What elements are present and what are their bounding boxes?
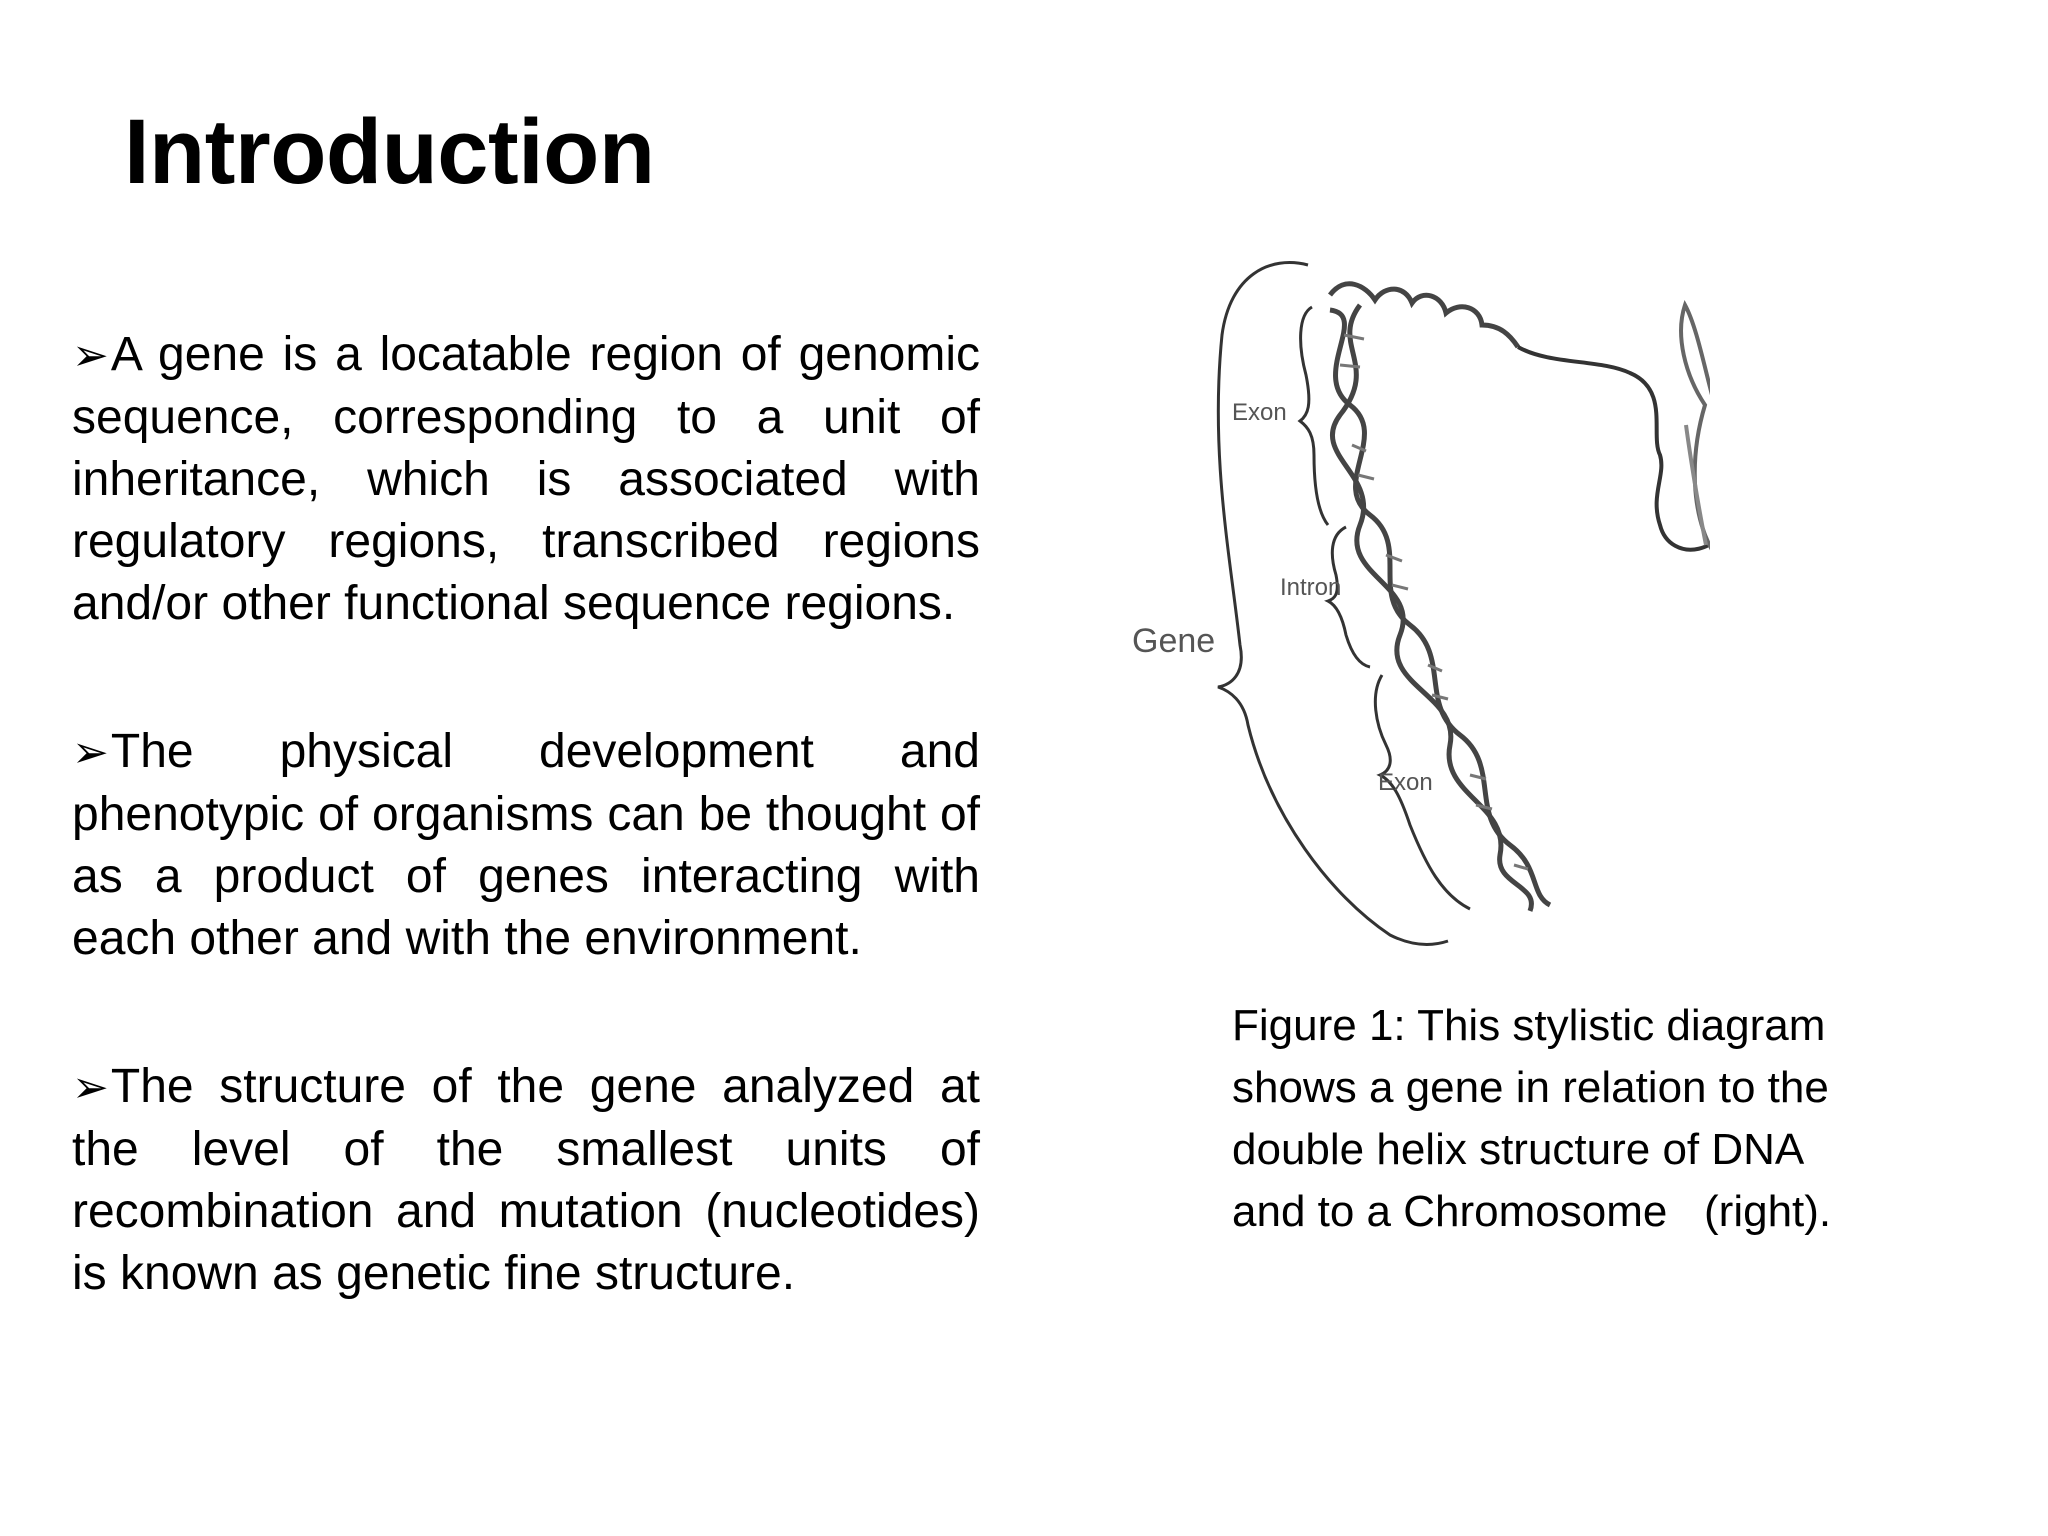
caption-line: double helix structure of DNA — [1232, 1125, 1805, 1174]
bullet-text: The physical development and phenotypic of organisms can be thought of as a product of genes interacting with each other and with the environment. — [72, 725, 980, 965]
dna-base-pairs — [1340, 335, 1528, 869]
intron-label: Intron — [1280, 574, 1342, 601]
caption-line: and to a Chromosome (right). — [1232, 1187, 1832, 1236]
exon-top-brace — [1300, 307, 1328, 525]
chromosome-icon — [1681, 300, 1710, 555]
chromatin-fiber — [1518, 347, 1710, 550]
exon-bottom-label: Exon — [1378, 769, 1433, 796]
gene-label: Gene — [1132, 622, 1216, 660]
exon-top-label: Exon — [1232, 399, 1287, 426]
dna-strand-b — [1332, 305, 1531, 911]
diagram-svg — [1130, 255, 1710, 955]
arrow-bullet-icon: ➢ — [72, 1063, 109, 1112]
bullet-item — [72, 721, 980, 970]
bullet-item — [72, 1056, 980, 1305]
dna-strand-a — [1330, 310, 1550, 905]
slide-title: Introduction — [124, 101, 655, 203]
bullet-text: The structure of the gene analyzed at the level of the smallest units of recombination and mutation (nucleotides) is known as genetic fine structure. — [72, 1060, 980, 1300]
bullet-item — [72, 324, 980, 635]
figure-caption — [1232, 995, 1932, 1243]
bullet-list — [72, 324, 980, 1391]
caption-line: Figure 1: This stylistic diagram — [1232, 1001, 1826, 1050]
gene-dna-chromosome-diagram — [1130, 255, 1710, 955]
caption-line: shows a gene in relation to the — [1232, 1063, 1829, 1112]
arrow-bullet-icon: ➢ — [72, 331, 109, 380]
bullet-text: A gene is a locatable region of genomic sequence, corresponding to a unit of inheritance, which is associated with regulatory regions, transcribed regions and/or other functional sequence regions. — [72, 328, 980, 630]
arrow-bullet-icon: ➢ — [72, 728, 109, 777]
